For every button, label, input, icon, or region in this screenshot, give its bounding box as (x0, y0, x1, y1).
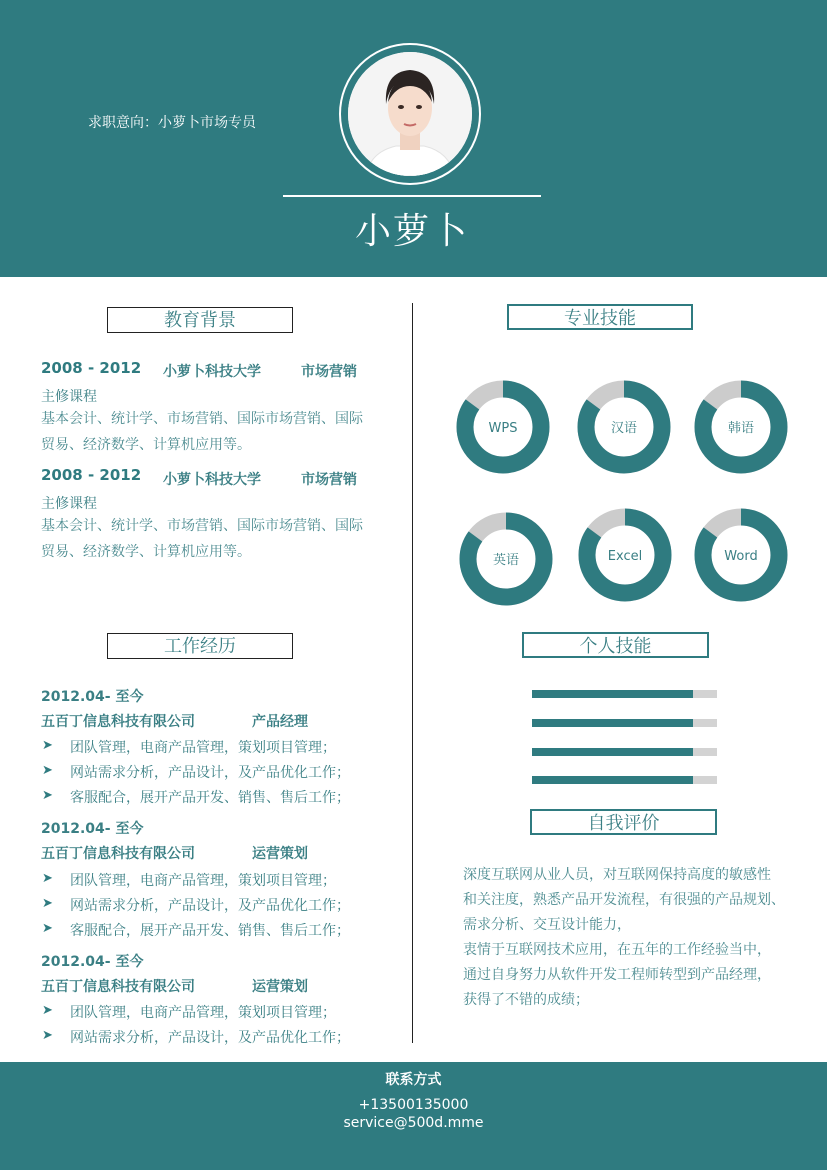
arrow-bullet-icon: ➤ (42, 1028, 53, 1043)
avatar (348, 52, 472, 176)
donut-label: WPS (488, 421, 518, 436)
contact-title: 联系方式 (385, 1072, 442, 1088)
self-eval-title: 自我评价 (530, 809, 717, 835)
course-list: 基本会计、统计学、市场营销、国际市场营销、国际贸易、经济数学、计算机应用等。 (41, 518, 363, 560)
arrow-bullet-icon: ➤ (42, 1003, 53, 1018)
skill-bar-fill (532, 690, 693, 698)
contact-email: service@500d.mme (343, 1115, 484, 1131)
work-role: 运营策划 (252, 846, 308, 862)
education-school: 小萝卜科技大学 (163, 364, 261, 380)
header-banner (0, 0, 827, 277)
skill-donut (693, 507, 789, 603)
work-duty: 团队管理，电商产品管理，策划项目管理； (70, 740, 336, 756)
avatar-frame (339, 43, 481, 185)
skill-donut (577, 507, 673, 603)
arrow-bullet-icon: ➤ (42, 921, 53, 936)
work-duty: 客服配合，展开产品开发、销售、售后工作； (70, 790, 350, 806)
name-divider (283, 195, 541, 197)
arrow-bullet-icon: ➤ (42, 738, 53, 753)
skill-donut (458, 511, 554, 607)
donut-label: 汉语 (610, 421, 638, 436)
skill-bar-fill (532, 776, 693, 784)
course-list: 基本会计、统计学、市场营销、国际市场营销、国际贸易、经济数学、计算机应用等。 (41, 411, 363, 453)
work-duty: 团队管理，电商产品管理，策划项目管理； (70, 873, 336, 889)
education-years: 2008 - 2012 (41, 466, 142, 484)
education-title: 教育背景 (107, 307, 293, 333)
self-eval-line: 和关注度，熟悉产品开发流程，有很强的产品规划、 (463, 892, 785, 908)
work-title: 工作经历 (107, 633, 293, 659)
arrow-bullet-icon: ➤ (42, 763, 53, 778)
work-company: 五百丁信息科技有限公司 (41, 979, 195, 995)
job-objective: 求职意向：小萝卜市场专员 (88, 115, 256, 131)
education-years: 2008 - 2012 (41, 359, 142, 377)
skill-bar-track (532, 690, 717, 698)
skill-donut (576, 379, 672, 475)
work-duty: 客服配合，展开产品开发、销售、售后工作； (70, 923, 350, 939)
work-duty: 网站需求分析，产品设计，及产品优化工作； (70, 898, 350, 914)
self-eval-line: 深度互联网从业人员，对互联网保持高度的敏感性 (463, 867, 771, 883)
self-eval-line: 需求分析、交互设计能力， (463, 917, 631, 933)
work-role: 产品经理 (252, 714, 308, 730)
contact-phone: +13500135000 (358, 1097, 469, 1113)
work-period: 2012.04- 至今 (41, 954, 144, 970)
donut-label: 英语 (492, 553, 520, 568)
work-company: 五百丁信息科技有限公司 (41, 714, 195, 730)
self-eval-line: 获得了不错的成绩； (463, 992, 589, 1008)
self-eval-line: 衷情于互联网技术应用，在五年的工作经验当中， (463, 942, 771, 958)
skills-title: 专业技能 (507, 304, 693, 330)
column-divider (412, 303, 413, 1043)
skill-donut (693, 379, 789, 475)
arrow-bullet-icon: ➤ (42, 896, 53, 911)
work-duty: 网站需求分析，产品设计，及产品优化工作； (70, 765, 350, 781)
work-period: 2012.04- 至今 (41, 689, 144, 705)
skill-bar-track (532, 748, 717, 756)
skill-bar-track (532, 776, 717, 784)
arrow-bullet-icon: ➤ (42, 788, 53, 803)
education-school: 小萝卜科技大学 (163, 472, 261, 488)
course-label: 主修课程 (41, 496, 97, 512)
skill-bar-fill (532, 748, 693, 756)
donut-label: 韩语 (727, 421, 755, 436)
skill-donut (455, 379, 551, 475)
self-eval-line: 通过自身努力从软件开发工程师转型到产品经理， (463, 967, 771, 983)
donut-label: Excel (607, 549, 643, 564)
candidate-name: 小萝卜 (354, 211, 469, 252)
skill-bar-track (532, 719, 717, 727)
personal-skills-title: 个人技能 (522, 632, 709, 658)
work-role: 运营策划 (252, 979, 308, 995)
self-eval-text (463, 863, 808, 1013)
work-duty: 团队管理，电商产品管理，策划项目管理； (70, 1005, 336, 1021)
work-duty: 网站需求分析，产品设计，及产品优化工作； (70, 1030, 350, 1046)
work-period: 2012.04- 至今 (41, 821, 144, 837)
course-label: 主修课程 (41, 389, 97, 405)
donut-label: Word (724, 549, 758, 564)
skill-bar-fill (532, 719, 693, 727)
work-company: 五百丁信息科技有限公司 (41, 846, 195, 862)
contact-footer (0, 1062, 827, 1170)
education-major: 市场营销 (301, 472, 357, 488)
education-major: 市场营销 (301, 364, 357, 380)
arrow-bullet-icon: ➤ (42, 871, 53, 886)
